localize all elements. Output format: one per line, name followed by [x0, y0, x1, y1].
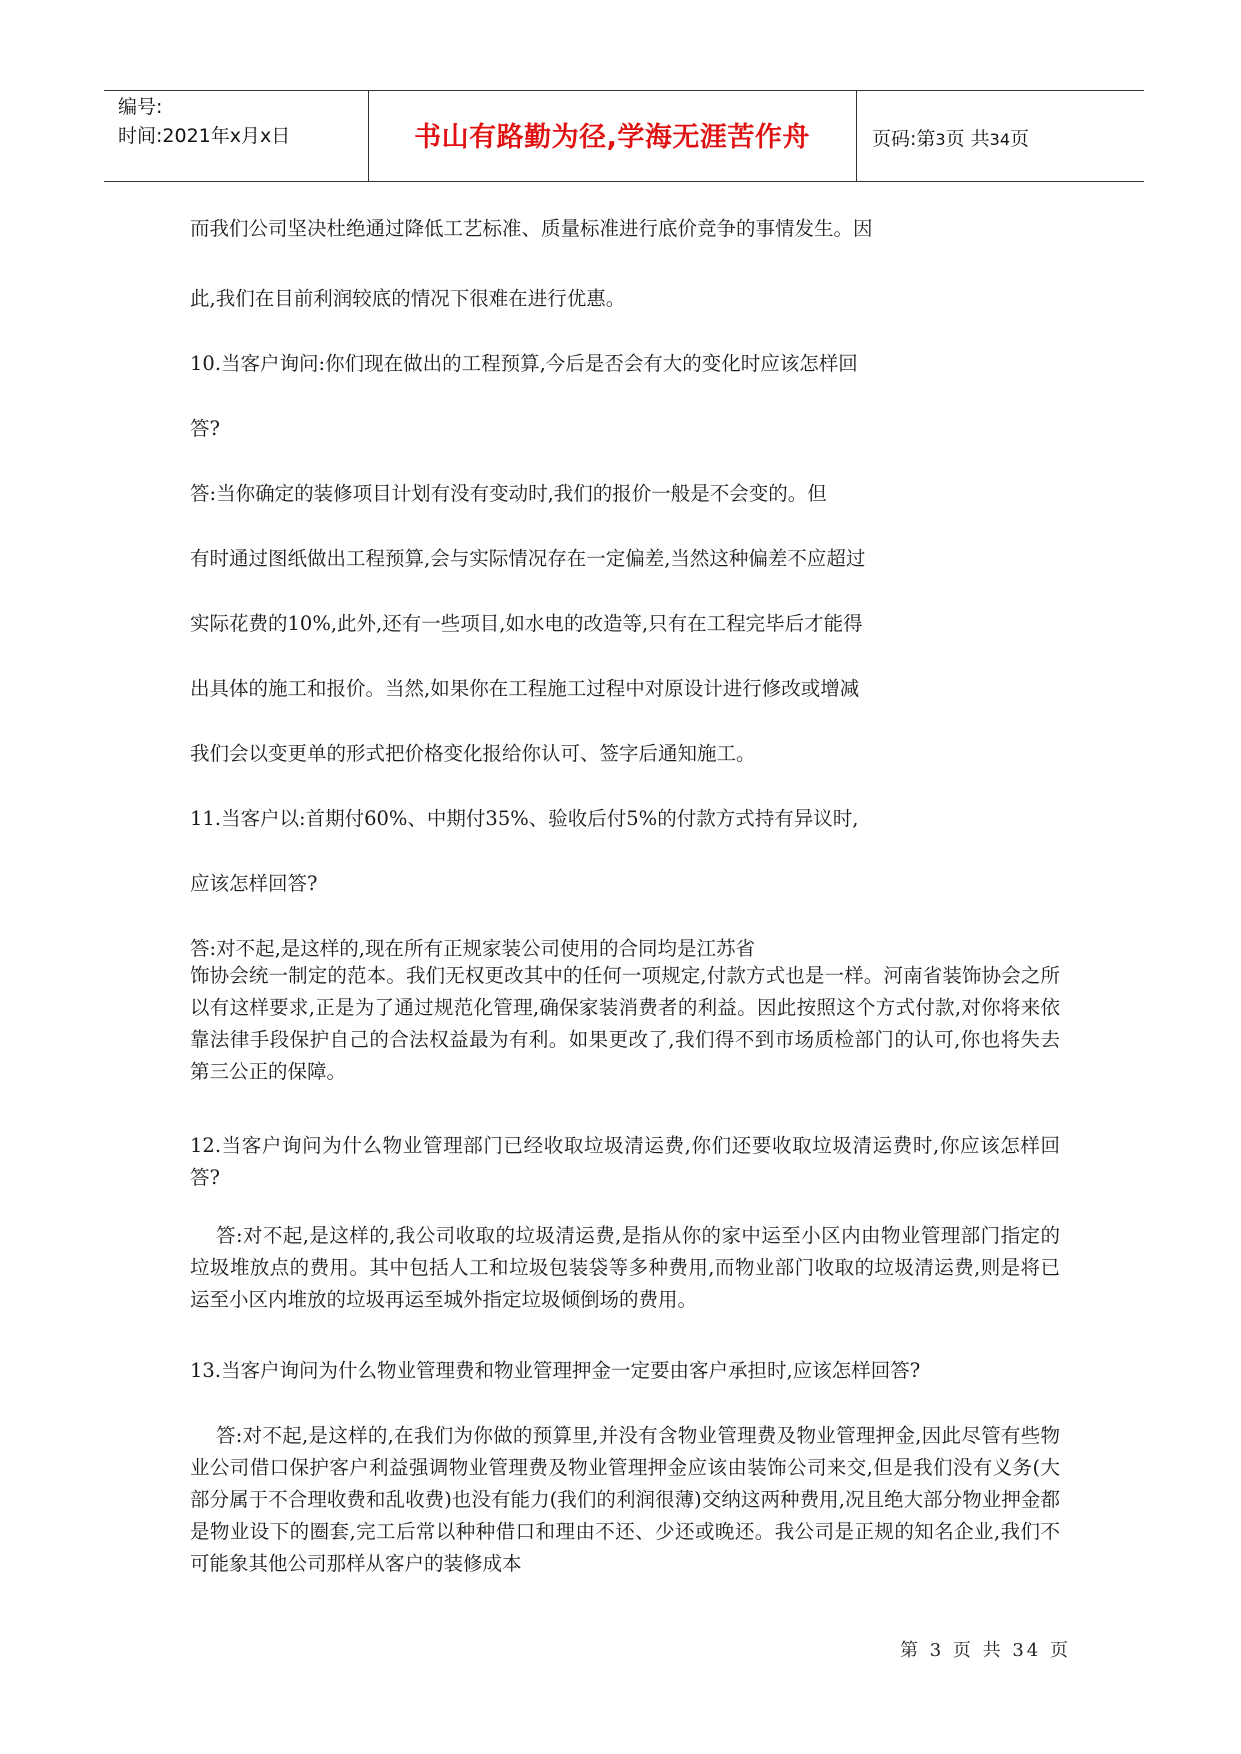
question-10-line: 答? — [190, 417, 220, 440]
document-number-label: 编号: — [118, 96, 163, 118]
page-header — [104, 90, 1144, 182]
answer-13: 答:对不起,是这样的,在我们为你做的预算里,并没有含物业管理费及物业管理押金,因此尽管有些物业公司借口保护客户利益强调物业管理费及物业管理押金应该由装饰公司来交,但是我们没有义务(大部分属于不合理收费和乱收费)也没有能力(我们的利润很薄)交纳这两种费用,况且绝大部分物业押金都是物业设下的圈套,完工后常以种种借口和理由不还、少还或晚还。我公司是正规的知名企业,我们不可能象其他公司那样从客户的装修成本 — [190, 1424, 1060, 1575]
answer-11-continued: 饰协会统一制定的范本。我们无权更改其中的任何一项规定,付款方式也是一样。河南省装饰协会之所以有这样要求,正是为了通过规范化管理,确保家装消费者的利益。因此按照这个方式付款,对你将来依靠法律手段保护自己的合法权益最为有利。如果更改了,我们得不到市场质检部门的认可,你也将失去第三公正的保障。 — [190, 964, 1060, 1083]
header-motto: 书山有路勤为径,学海无涯苦作舟 — [414, 122, 810, 153]
question-12: 12.当客户询问为什么物业管理部门已经收取垃圾清运费,你们还要收取垃圾清运费时,你应该怎样回答? — [190, 1134, 1060, 1189]
question-10-line: 10.当客户询问:你们现在做出的工程预算,今后是否会有大的变化时应该怎样回 — [190, 352, 858, 375]
question-11-line: 11.当客户以:首期付60%、中期付35%、验收后付5%的付款方式持有异议时, — [190, 807, 859, 830]
answer-10-line: 有时通过图纸做出工程预算,会与实际情况存在一定偏差,当然这种偏差不应超过 — [190, 547, 866, 570]
question-13: 13.当客户询问为什么物业管理费和物业管理押金一定要由客户承担时,应该怎样回答? — [190, 1359, 921, 1382]
text-line: 此,我们在目前利润较底的情况下很难在进行优惠。 — [190, 287, 626, 310]
answer-10-line: 出具体的施工和报价。当然,如果你在工程施工过程中对原设计进行修改或增减 — [190, 677, 860, 700]
page-code-suffix: 页 — [1010, 128, 1030, 150]
question-11-line: 应该怎样回答? — [190, 872, 318, 895]
answer-11-line: 答:对不起,是这样的,现在所有正规家装公司使用的合同均是江苏省 — [190, 937, 755, 960]
answer-10-line: 实际花费的10%,此外,还有一些项目,如水电的改造等,只有在工程完毕后才能得 — [190, 612, 863, 635]
answer-10-line: 答:当你确定的装修项目计划有没有变动时,我们的报价一般是不会变的。但 — [190, 482, 827, 505]
document-time-label: 时间:2021年x月x日 — [118, 125, 291, 147]
answer-12: 答:对不起,是这样的,我公司收取的垃圾清运费,是指从你的家中运至小区内由物业管理部门指定的垃圾堆放点的费用。其中包括人工和垃圾包装袋等多种费用,而物业部门收取的垃圾清运费,则是将已运至小区内堆放的垃圾再运至城外指定垃圾倾倒场的费用。 — [190, 1224, 1060, 1311]
page-code-middle: 页 共 — [945, 128, 990, 150]
header-divider — [856, 91, 857, 181]
header-page-code — [872, 124, 1029, 151]
page-footer: 第 3 页 共 34 页 — [900, 1640, 1071, 1661]
page-code-prefix: 页码:第 — [872, 128, 936, 150]
page-code-total: 34 — [989, 130, 1010, 149]
page-code-current: 3 — [935, 130, 946, 149]
answer-10-line: 我们会以变更单的形式把价格变化报给你认可、签字后通知施工。 — [190, 742, 756, 765]
text-line: 而我们公司坚决杜绝通过降低工艺标准、质量标准进行底价竞争的事情发生。因 — [190, 217, 873, 240]
